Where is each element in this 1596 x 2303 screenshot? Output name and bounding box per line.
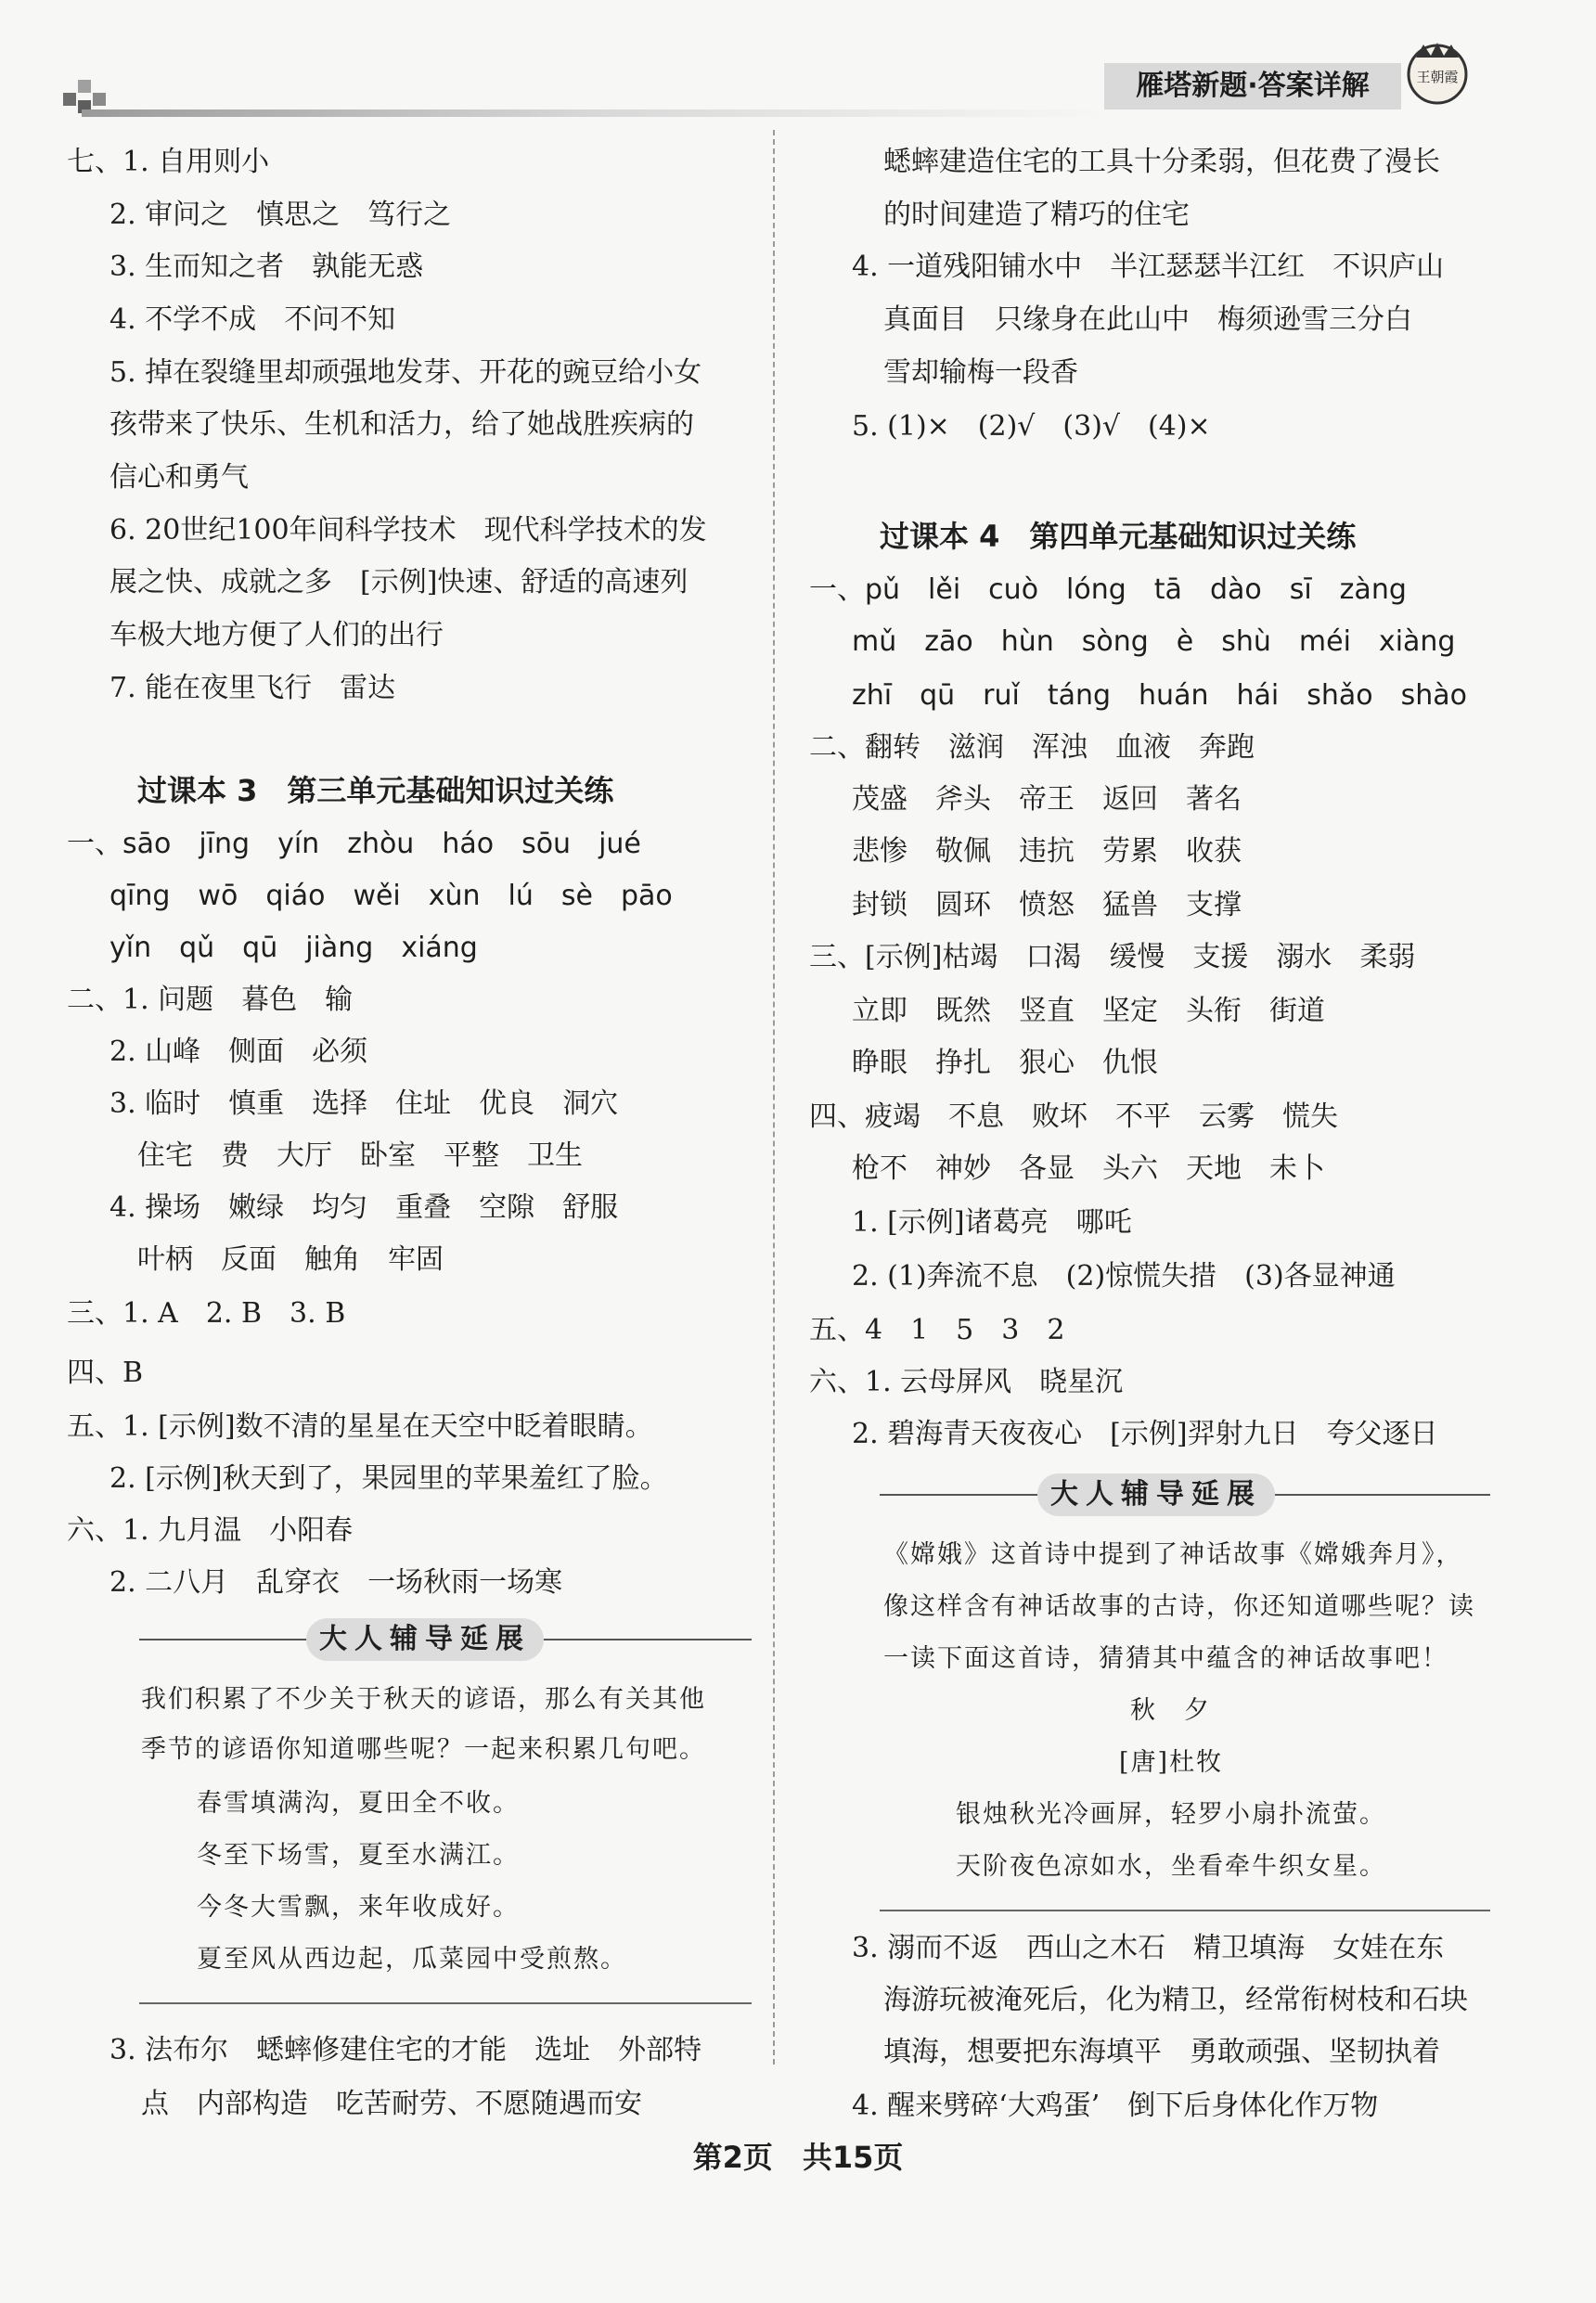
extension-text: 一读下面这首诗，猜猜其中蕴含的神话故事吧！ bbox=[883, 1644, 1448, 1673]
word-row: 二、翻转 滋润 浑浊 血液 奔跑 bbox=[809, 731, 1255, 764]
answer-6-3: 3. 法布尔 蟋蟀修建住宅的才能 选址 外部特 bbox=[109, 2034, 702, 2066]
proverb-line: 夏至风从西边起，瓜菜园中受煎熬。 bbox=[197, 1945, 627, 1974]
answer-cont: 的时间建造了精巧的住宅 bbox=[883, 199, 1190, 231]
answer-2-4: 4. 操场 嫩绿 均匀 重叠 空隙 舒服 bbox=[109, 1191, 619, 1224]
section-title-unit3: 过课本 3 第三单元基础知识过关练 bbox=[137, 773, 614, 808]
proverb-line: 冬至下场雪，夏至水满江。 bbox=[197, 1841, 520, 1870]
extension-title: 大人辅导延展 bbox=[306, 1618, 544, 1661]
pinyin-row: 一、pǔ lěi cuò lóng tā dào sī zàng bbox=[809, 573, 1407, 606]
answer-r4-cont: 雪却输梅一段香 bbox=[883, 356, 1078, 389]
answer-7-5: 5. 掉在裂缝里却顽强地发芽、开花的豌豆给小女 bbox=[109, 356, 702, 389]
word-row: 四、疲竭 不息 败坏 不平 云雾 慌失 bbox=[809, 1100, 1338, 1133]
proverb-line: 今冬大雪飘，来年收成好。 bbox=[197, 1893, 520, 1922]
answer-2-2: 2. 山峰 侧面 必须 bbox=[109, 1036, 368, 1068]
extension-banner bbox=[880, 1473, 1490, 1516]
answer-6-3-cont: 点 内部构造 吃苦耐劳、不愿随遇而安 bbox=[141, 2088, 642, 2120]
pinyin-row: yǐn qǔ qū jiàng xiáng bbox=[109, 932, 478, 964]
extension-text: 我们积累了不少关于秋天的谚语，那么有关其他 bbox=[141, 1685, 706, 1714]
answer-5-2: 2. [示例]秋天到了，果园里的苹果羞红了脸。 bbox=[109, 1462, 668, 1495]
answer-r6-3-cont: 填海，想要把东海填平 勇敢顽强、坚韧执着 bbox=[883, 2036, 1440, 2068]
extension-text: 像这样含有神话故事的古诗，你还知道哪些呢？读 bbox=[883, 1592, 1475, 1621]
answer-6-2: 2. 二八月 乱穿衣 一场秋雨一场寒 bbox=[109, 1566, 563, 1599]
answer-7-6-cont: 展之快、成就之多 [示例]快速、舒适的高速列 bbox=[109, 566, 689, 598]
poem-author: [唐]杜牧 bbox=[1119, 1748, 1224, 1777]
answer-2-1: 二、1. 问题 暮色 输 bbox=[67, 984, 354, 1016]
answer-3: 三、1. A 2. B 3. B bbox=[67, 1297, 346, 1330]
answer-4: 四、B bbox=[67, 1357, 144, 1389]
word-row: 枪不 神妙 各显 头六 天地 未卜 bbox=[852, 1152, 1325, 1185]
poem-line: 天阶夜色凉如水，坐看牵牛织女星。 bbox=[956, 1852, 1386, 1881]
answer-r6-2: 2. 碧海青天夜夜心 [示例]羿射九日 夸父逐日 bbox=[852, 1418, 1438, 1450]
answer-7-3: 3. 生而知之者 孰能无惑 bbox=[109, 251, 424, 283]
answer-7-7: 7. 能在夜里飞行 雷达 bbox=[109, 672, 396, 704]
extension-bottom-rule bbox=[880, 1910, 1490, 1911]
answer-2-3-cont: 住宅 费 大厅 卧室 平整 卫生 bbox=[137, 1139, 583, 1172]
answer-r5-order: 五、4 1 5 3 2 bbox=[809, 1314, 1065, 1346]
answer-r5: 5. (1)× (2)√ (3)√ (4)× bbox=[852, 410, 1211, 443]
answer-7-5-cont: 信心和勇气 bbox=[109, 461, 249, 494]
answer-7-5-cont: 孩带来了快乐、生机和活力，给了她战胜疾病的 bbox=[109, 408, 694, 441]
svg-text:王朝霞: 王朝霞 bbox=[1416, 69, 1459, 85]
pinyin-row: zhī qū ruǐ táng huán hái shǎo shào bbox=[852, 679, 1467, 712]
answer-r4-1: 1. [示例]诸葛亮 哪吒 bbox=[852, 1206, 1132, 1239]
pinyin-row: mǔ zāo hùn sòng è shù méi xiàng bbox=[852, 625, 1456, 658]
answer-cont: 蟋蟀建造住宅的工具十分柔弱，但花费了漫长 bbox=[883, 146, 1440, 178]
word-row: 茂盛 斧头 帝王 返回 著名 bbox=[852, 783, 1242, 816]
answer-6-1: 六、1. 九月温 小阳春 bbox=[67, 1514, 354, 1547]
proverb-line: 春雪填满沟，夏田全不收。 bbox=[197, 1789, 520, 1818]
answer-r6-3: 3. 溺而不返 西山之木石 精卫填海 女娃在东 bbox=[852, 1932, 1445, 1964]
extension-banner bbox=[139, 1618, 752, 1661]
answer-7-6-cont: 车极大地方便了人们的出行 bbox=[109, 619, 444, 651]
extension-bottom-rule bbox=[139, 2002, 752, 2004]
section-title-unit4: 过课本 4 第四单元基础知识过关练 bbox=[880, 519, 1357, 554]
word-row: 三、[示例]枯竭 口渴 缓慢 支援 溺水 柔弱 bbox=[809, 941, 1416, 973]
answer-r4-2: 2. (1)奔流不息 (2)惊慌失措 (3)各显神通 bbox=[852, 1260, 1396, 1293]
poem-line: 银烛秋光冷画屏，轻罗小扇扑流萤。 bbox=[956, 1800, 1386, 1829]
extension-title: 大人辅导延展 bbox=[1037, 1473, 1275, 1516]
word-row: 睁眼 挣扎 狠心 仇恨 bbox=[852, 1047, 1158, 1079]
pinyin-row: qīng wō qiáo wěi xùn lú sè pāo bbox=[109, 880, 673, 912]
answer-7-4: 4. 不学不成 不问不知 bbox=[109, 303, 396, 336]
answer-2-3: 3. 临时 慎重 选择 住址 优良 洞穴 bbox=[109, 1087, 619, 1120]
word-row: 立即 既然 竖直 坚定 头衔 街道 bbox=[852, 995, 1325, 1027]
answer-r4: 4. 一道残阳铺水中 半江瑟瑟半江红 不识庐山 bbox=[852, 251, 1445, 283]
answer-7-6: 6. 20世纪100年间科学技术 现代科学技术的发 bbox=[109, 514, 707, 547]
answer-r6-3-cont: 海游玩被淹死后，化为精卫，经常衔树枝和石块 bbox=[883, 1984, 1468, 2016]
poem-title: 秋 夕 bbox=[1130, 1696, 1211, 1725]
answer-r6-1: 六、1. 云母屏风 晓星沉 bbox=[809, 1366, 1124, 1398]
answer-r6-4: 4. 醒来劈碎‘大鸡蛋’ 倒下后身体化作万物 bbox=[852, 2090, 1379, 2122]
extension-text: 《嫦娥》这首诗中提到了神话故事《嫦娥奔月》， bbox=[883, 1540, 1463, 1569]
answer-7-1: 七、1. 自用则小 bbox=[67, 146, 270, 178]
answer-2-4-cont: 叶柄 反面 触角 牢固 bbox=[137, 1243, 444, 1276]
publisher-logo-icon bbox=[1403, 37, 1472, 106]
answer-r4-cont: 真面目 只缘身在此山中 梅须逊雪三分白 bbox=[883, 303, 1412, 336]
page-number: 第2页 共15页 bbox=[692, 2140, 904, 2175]
word-row: 封锁 圆环 愤怒 猛兽 支撑 bbox=[852, 889, 1242, 921]
answer-5-1: 五、1. [示例]数不清的星星在天空中眨着眼睛。 bbox=[67, 1410, 653, 1443]
header-title: 雁塔新题·答案详解 bbox=[1104, 63, 1401, 109]
extension-text: 季节的谚语你知道哪些呢？一起来积累几句吧。 bbox=[141, 1735, 706, 1764]
word-row: 悲惨 敬佩 违抗 劳累 收获 bbox=[852, 835, 1242, 868]
column-divider bbox=[773, 130, 775, 2065]
pinyin-row: 一、sāo jīng yín zhòu háo sōu jué bbox=[67, 828, 641, 860]
answer-7-2: 2. 审问之 慎思之 笃行之 bbox=[109, 199, 452, 231]
header-rule bbox=[82, 109, 1102, 117]
